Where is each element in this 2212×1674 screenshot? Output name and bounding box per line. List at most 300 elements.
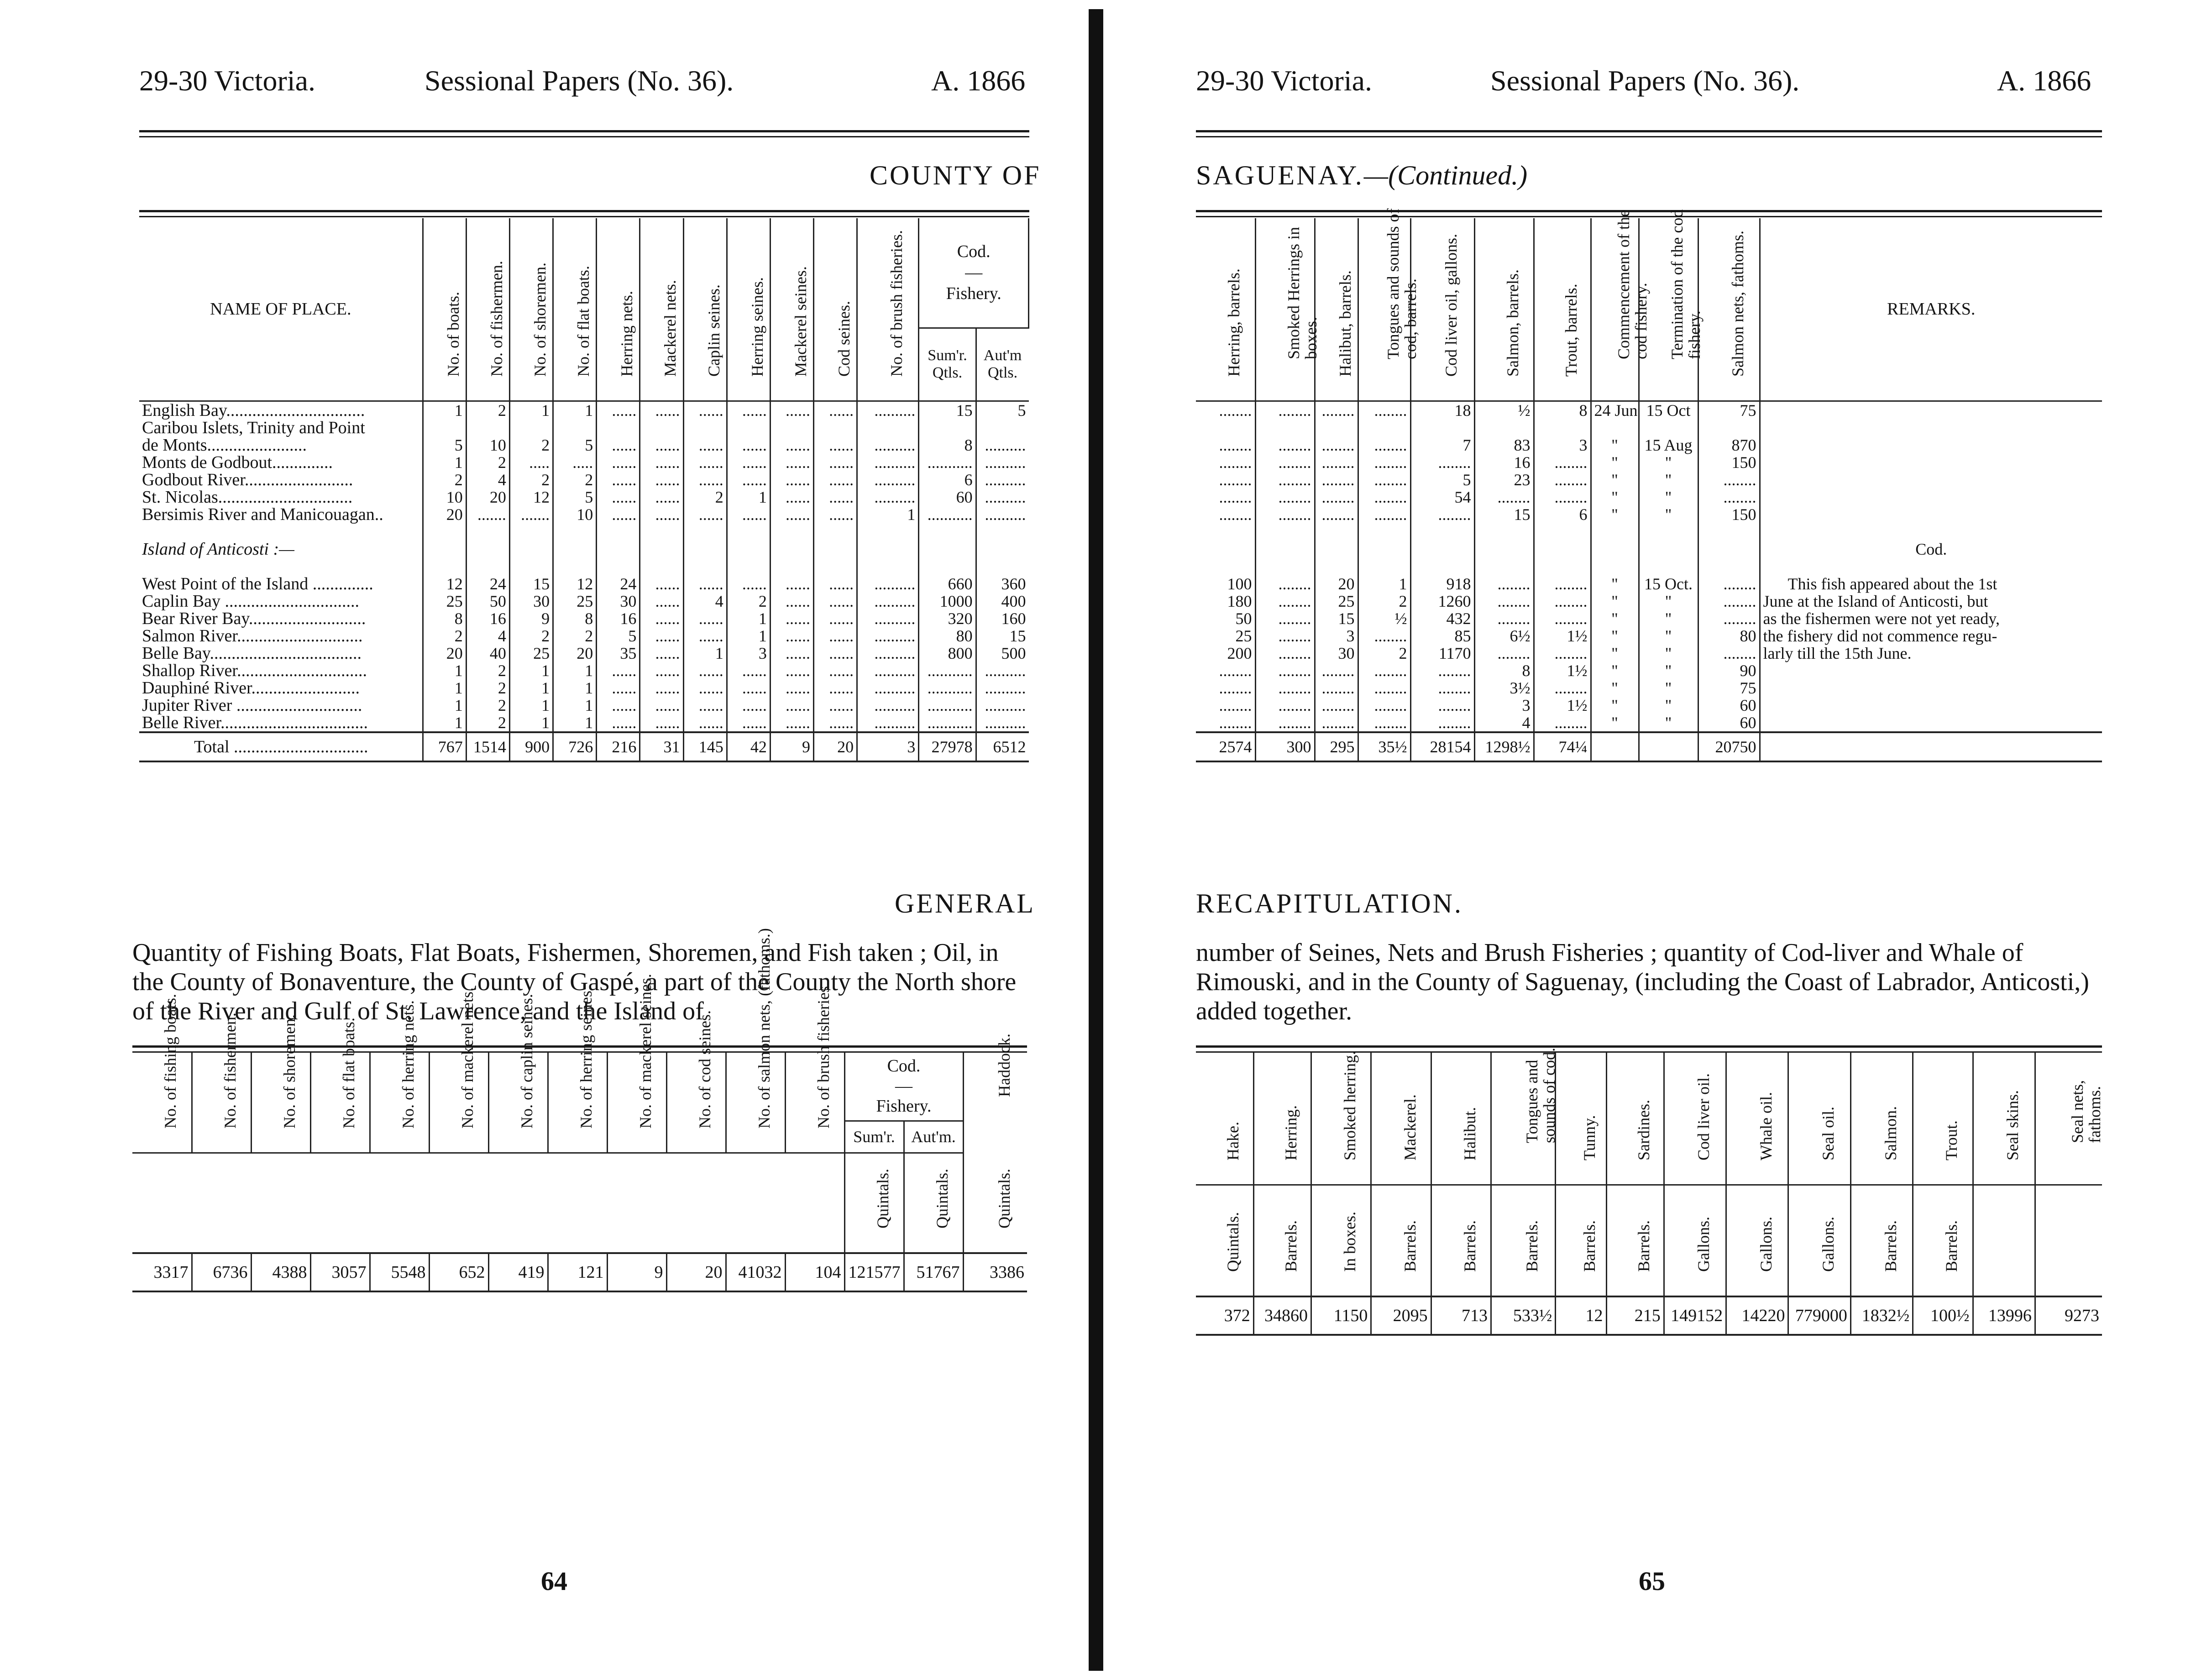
table-cell: 4 [683,593,727,610]
table-cell: ...... [683,627,727,645]
table-cell: 80 [1698,627,1760,645]
table-cell: ...... [683,471,727,488]
col-header: Halibut, barrels. [1315,218,1358,401]
col-header: No. of fishing boats. [132,1052,192,1153]
table-cell: 10 [423,488,466,506]
total-cell: 27978 [919,732,976,761]
table-cell: ...... [814,627,857,645]
table-cell [1698,558,1760,575]
table-cell: ...... [597,506,640,523]
col-header: Herring, barrels. [1196,218,1255,401]
table-cell: 40 [466,645,509,662]
table-cell [509,541,553,558]
table-cell: 3 [1474,697,1534,714]
table-cell: ...... [770,627,813,645]
unit-label: Barrels. [1431,1185,1491,1296]
remark-text [1760,523,2102,541]
table-cell: 54 [1410,488,1474,506]
recapitulation-title: RECAPITULATION. [1196,888,1463,918]
table-cell: " [1639,454,1698,471]
table-cell [1698,523,1760,541]
table-cell [976,558,1028,575]
table-cell [857,523,919,541]
total-cell: 3 [857,732,919,761]
table-cell: 16 [466,610,509,627]
col-header: Smoked Herrings in boxes. [1255,218,1315,401]
col-header: No. of herring nets. [370,1052,429,1153]
table-cell: 10 [466,436,509,454]
table-cell: 8 [423,610,466,627]
table-cell: ........ [1410,506,1474,523]
table-cell: ...... [640,610,683,627]
table-cell: ...... [770,714,813,732]
value-cell: 104 [785,1253,844,1291]
table-cell: ........ [1315,436,1358,454]
table-cell: ...... [597,488,640,506]
table-cell [1358,558,1410,575]
remark-text [1760,662,2102,679]
table-row [139,506,1029,523]
table-row [139,627,1029,645]
table-cell: 15 [1009,626,1026,645]
table-cell: 8 [553,610,597,627]
unit-label [2035,1185,2102,1296]
table-row [1196,506,2102,523]
table-cell: ........ [1410,662,1474,679]
total-cell: 42 [727,732,770,761]
value-cell: 5548 [370,1253,429,1291]
table-cell: ........ [1315,488,1358,506]
unit-label: Gallons. [1664,1185,1726,1296]
col-header: Tongues and sounds of cod, barrels. [1358,218,1410,401]
table-cell [553,541,597,558]
table-cell [976,541,1028,558]
total-cell: 28154 [1410,732,1474,761]
unit-label: Gallons. [1788,1185,1850,1296]
table-cell: 83 [1474,436,1534,454]
table-top-rule [139,210,1029,217]
table-cell [1639,419,1698,436]
table-cell [1534,541,1591,558]
autumn-qtls-header: Aut'm Qtls. [976,328,1028,401]
table-cell: 320 [919,610,976,627]
place-name [139,523,423,541]
table-cell [1196,523,1255,541]
table-row [139,401,1029,419]
table-cell: 1 [553,401,597,419]
table-cell: ........ [1255,471,1315,488]
table-cell [857,541,919,558]
total-cell: 31 [640,732,683,761]
table-cell: ........ [1255,714,1315,732]
place-header: NAME OF PLACE. [139,218,423,401]
place-name: West Point of the Island .............. [139,575,423,593]
table-cell: ........ [1534,454,1591,471]
table-cell: ...... [640,471,683,488]
table-cell [1591,419,1639,436]
table-row [139,523,1029,541]
total-cell: 6512 [976,732,1028,761]
place-name [139,558,423,575]
table-cell: 60 [919,488,976,506]
remark-text [1760,454,2102,471]
table-cell: 1½ [1534,697,1591,714]
table-cell: 5 [597,627,640,645]
table-cell: 12 [553,575,597,593]
table-cell: 1 [509,679,553,697]
place-name: de Monts....................... [139,436,423,454]
table-cell [423,419,466,436]
total-cell: 20 [814,732,857,761]
header-year: A. 1866 [931,64,1026,97]
table-cell: ........ [1698,593,1760,610]
table-cell: 1 [423,679,466,697]
table-cell: ........ [1196,697,1255,714]
table-cell: 6 [919,471,976,488]
remark-text [1760,471,2102,488]
value-cell: 419 [488,1253,548,1291]
table-cell: 15 Oct. [1639,575,1698,593]
table-cell: 4 [466,471,509,488]
table-cell: ........ [1255,454,1315,471]
table-cell: ...... [814,662,857,679]
value-cell: 41032 [726,1253,785,1291]
col-header: Cod liver oil. [1664,1052,1726,1185]
header-papers: Sessional Papers (No. 36). [1490,64,1800,97]
summer-header: Sum'r. [844,1121,904,1153]
col-header: No. of shoremen. [251,1052,310,1153]
table-cell: 2 [423,627,466,645]
col-header: No. of herring seines. [548,1052,607,1153]
col-header: Herring seines. [727,218,770,401]
table-cell [770,419,813,436]
table-cell: ........ [1358,488,1410,506]
header-year: A. 1866 [1997,64,2091,97]
value-cell: 9 [607,1253,666,1291]
total-cell: 1298½ [1474,732,1534,761]
table-cell: 5 [423,436,466,454]
table-cell: " [1639,714,1698,732]
table-cell: 6 [1534,506,1591,523]
page-number: 64 [541,1566,567,1596]
table-cell: 180 [1196,593,1255,610]
unit-label: Barrels. [1253,1185,1311,1296]
unit-label: In boxes. [1311,1185,1371,1296]
table-cell [1639,523,1698,541]
table-cell: 2 [509,471,553,488]
table-cell [919,523,976,541]
col-header: Seal skins. [1973,1052,2035,1185]
table-cell: ........ [1358,436,1410,454]
remark-text [1760,436,2102,454]
table-cell: ........ [1534,471,1591,488]
table-row [1196,593,2102,610]
table-cell [683,523,727,541]
col-header: Caplin seines. [683,218,727,401]
remark-text: as the fishermen were not yet ready, [1763,609,2000,628]
unit-label: Quintals. [844,1153,904,1253]
place-name: English Bay................................ [139,401,423,419]
table-cell: ...... [727,454,770,471]
table-cell: .......... [985,696,1026,714]
table-cell: ........ [1698,471,1760,488]
unit-label: Quintals. [1196,1185,1253,1296]
table-row [1196,645,2102,662]
header-session: 29-30 Victoria. [1196,64,1372,97]
table-cell [640,419,683,436]
table-cell: ...... [727,575,770,593]
general-title: GENERAL [895,888,1035,918]
table-cell: 1 [1358,575,1410,593]
page-number: 65 [1639,1566,1665,1596]
unit-label: Quintals. [995,1169,1013,1228]
table-cell: ...... [683,575,727,593]
remark-text [1760,419,2102,436]
col-header: No. of boats. [423,218,466,401]
table-cell: " [1639,471,1698,488]
table-cell [1534,558,1591,575]
table-cell: ...... [814,610,857,627]
table-cell: 1 [509,662,553,679]
total-cell: 2574 [1196,732,1255,761]
table-cell: ...... [770,575,813,593]
left-page [0,0,1082,1674]
table-cell: ........ [1358,714,1410,732]
table-row [139,558,1029,575]
table-cell [509,558,553,575]
table-cell: ........ [1410,679,1474,697]
header-rule [139,130,1029,137]
table-cell [1591,523,1639,541]
table-cell [597,419,640,436]
value-cell: 533½ [1491,1296,1555,1335]
col-header: Smoked herring. [1311,1052,1371,1185]
place-name: Caplin Bay ............................... [139,593,423,610]
table-cell: 25 [423,593,466,610]
table-cell: ........ [1255,610,1315,627]
table-row [1196,471,2102,488]
table-cell: ........ [1410,697,1474,714]
table-cell: " [1591,436,1639,454]
total-cell: 726 [553,732,597,761]
table-cell: ...... [814,436,857,454]
table-cell: ...... [727,697,770,714]
table-cell [683,541,727,558]
table-cell: ...... [770,401,813,419]
table-cell [1410,541,1474,558]
table-cell: ..... [553,454,597,471]
table-cell [1196,419,1255,436]
table-cell [640,523,683,541]
col-header: Sardines. [1606,1052,1664,1185]
table-cell: ...... [814,593,857,610]
table-cell: 150 [1698,454,1760,471]
table-cell: 918 [1410,575,1474,593]
table-cell: ........ [1358,679,1410,697]
table-cell: ........ [1358,454,1410,471]
table-cell: 25 [1315,593,1358,610]
place-name: St. Nicolas............................... [139,488,423,506]
table-cell: 2 [466,679,509,697]
table-cell [1315,558,1358,575]
table-cell: ...... [770,454,813,471]
col-header: No. of mackerel seines. [607,1052,666,1153]
table-cell [919,419,976,436]
table-cell: 15 [1315,610,1358,627]
value-cell: 3386 [963,1253,1027,1291]
table-cell: 2 [466,662,509,679]
table-cell: 9 [509,610,553,627]
table-cell: ........ [1196,401,1255,419]
table-row [1196,627,2102,645]
table-row [1196,697,2102,714]
table-cell: ........ [1698,488,1760,506]
header-rule [1196,130,2102,137]
table-cell: ...... [640,593,683,610]
table-cell: ........ [1255,506,1315,523]
table-cell: .......... [857,697,919,714]
value-cell: 652 [429,1253,488,1291]
table-cell: 60 [1698,714,1760,732]
table-cell: 4 [466,627,509,645]
table-cell: ........... [919,662,976,679]
total-cell: 767 [423,732,466,761]
place-name: Bear River Bay........................... [139,610,423,627]
table-cell: ........ [1358,697,1410,714]
table-cell: ........ [1255,401,1315,419]
table-cell: ...... [814,401,857,419]
value-cell: 100½ [1913,1296,1973,1335]
table-cell: .......... [985,453,1026,472]
table-cell [727,558,770,575]
table-cell: 1 [423,401,466,419]
total-cell: 20750 [1698,732,1760,761]
place-name: Shallop River.............................. [139,662,423,679]
table-cell: ........ [1255,593,1315,610]
table-cell: 150 [1698,506,1760,523]
table-cell: " [1591,593,1639,610]
col-header: Cod liver oil, gallons. [1410,218,1474,401]
right-page [1107,0,2212,1674]
table-cell [683,419,727,436]
table-cell: " [1591,714,1639,732]
table-cell: ........ [1315,662,1358,679]
table-cell: 5 [1410,471,1474,488]
table-cell: ...... [770,471,813,488]
table-cell [1196,541,1255,558]
table-cell: 12 [509,488,553,506]
table-cell: ........ [1315,454,1358,471]
table-cell: 24 [466,575,509,593]
table-cell: ........ [1474,610,1534,627]
table-cell: 2 [509,627,553,645]
table-row [1196,610,2102,627]
value-cell: 121 [548,1253,607,1291]
table-cell: ...... [814,575,857,593]
table-cell [919,558,976,575]
col-header: Tongues and sounds of cod. [1491,1052,1555,1185]
table-cell: ...... [814,697,857,714]
table-cell [597,558,640,575]
table-cell: ...... [640,506,683,523]
table-cell: .......... [985,678,1026,697]
col-header: Salmon. [1850,1052,1913,1185]
total-cell: 74¼ [1534,732,1591,761]
table-cell: 100 [1196,575,1255,593]
table-cell [727,419,770,436]
table-cell: 85 [1410,627,1474,645]
table-cell: 15 Aug [1639,436,1698,454]
unit-label: Barrels. [1556,1185,1606,1296]
table-cell: 2 [466,697,509,714]
col-header: No. of flat boats. [553,218,597,401]
table-cell: 3½ [1474,679,1534,697]
remark-text [1760,558,2102,575]
place-name: Belle River.................................. [139,714,423,732]
table-cell: 35 [597,645,640,662]
table-cell: ........ [1474,575,1534,593]
table-cell: ...... [683,401,727,419]
table-cell: ...... [770,679,813,697]
table-cell: ...... [640,488,683,506]
value-cell: 20 [666,1253,726,1291]
col-header: No. of brush fisheries. [785,1052,844,1153]
col-header: Mackerel seines. [770,218,813,401]
table-cell: 25 [1196,627,1255,645]
total-cell: 145 [683,732,727,761]
table-cell: " [1591,662,1639,679]
col-header: Cod seines. [814,218,857,401]
remark-text: This fish appeared about the 1st [1787,574,1997,593]
table-cell: ...... [640,679,683,697]
value-cell: 51767 [904,1253,963,1291]
table-cell: ...... [814,488,857,506]
remark-text: Cod. [1915,540,1947,558]
table-cell: 2 [423,471,466,488]
table-cell: 24 Jun [1591,401,1639,419]
total-cell: 1514 [466,732,509,761]
table-cell: ...... [727,662,770,679]
table-cell: 30 [509,593,553,610]
value-cell: 1150 [1311,1296,1371,1335]
table-cell [597,523,640,541]
table-cell: 1 [727,610,770,627]
col-header: Salmon nets, fathoms. [1698,218,1760,401]
table-cell: ...... [640,454,683,471]
table-cell: 60 [1698,697,1760,714]
table-cell: 1000 [919,593,976,610]
table-cell [814,541,857,558]
table-cell: 1 [423,662,466,679]
col-header: No. of flat boats. [310,1052,370,1153]
value-cell: 14220 [1726,1296,1788,1335]
table-row [139,454,1029,471]
col-header: Mackerel nets. [640,218,683,401]
table-cell [509,419,553,436]
table-cell: ........ [1534,679,1591,697]
table-cell: 50 [1196,610,1255,627]
table-cell [919,541,976,558]
unit-label: Gallons. [1726,1185,1788,1296]
col-header: Mackerel. [1371,1052,1431,1185]
table-cell: ........ [1196,471,1255,488]
table-cell: 1 [509,401,553,419]
recapitulation-table [1196,1047,2104,1336]
table-cell: ...... [727,401,770,419]
table-cell: ...... [770,506,813,523]
continued-label: —(Continued.) [1363,160,1528,190]
table-cell [1534,419,1591,436]
